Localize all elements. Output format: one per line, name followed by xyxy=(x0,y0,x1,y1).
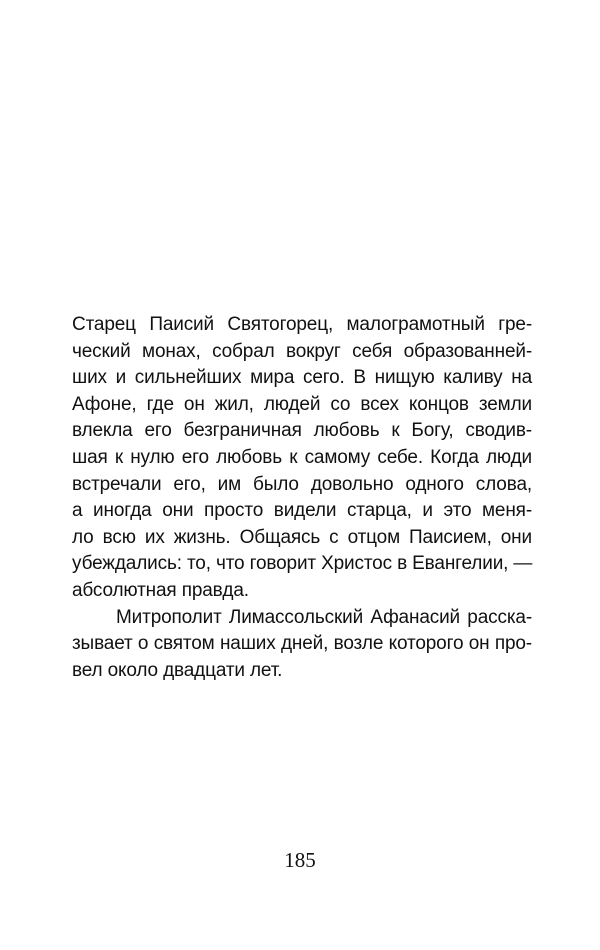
text-line: ло всю их жизнь. Общаясь с отцом Паисием, они xyxy=(72,526,532,548)
text-line: а иногда они просто видели старца, и это меня- xyxy=(72,500,532,522)
text-line: встречали его, им было довольно одного слова, xyxy=(72,473,532,495)
text-line: шая к нулю его любовь к самому себе. Когда люди xyxy=(72,446,532,468)
text-line: вел около двадцати лет. xyxy=(72,659,283,681)
text-line: зывает о святом наших дней, возле которого он про- xyxy=(72,633,532,655)
body-text xyxy=(72,312,532,684)
text-line: Афоне, где он жил, людей со всех концов земли xyxy=(72,393,532,415)
paragraph-2 xyxy=(72,605,532,685)
paragraph-1 xyxy=(72,312,532,605)
text-line: Митрополит Лимассольский Афанасий расска- xyxy=(116,606,532,628)
text-line: ческий монах, собрал вокруг себя образованней- xyxy=(72,340,532,362)
text-line: влекла его безграничная любовь к Богу, сводив- xyxy=(72,420,532,442)
page-number: 185 xyxy=(284,848,316,872)
text-line: ших и сильнейших мира сего. В нищую каливу на xyxy=(72,367,532,389)
text-line: абсолютная правда. xyxy=(72,579,249,601)
text-line: убеждались: то, что говорит Христос в Евангелии, — xyxy=(72,553,533,575)
text-line: Старец Паисий Святогорец, малограмотный гре- xyxy=(72,314,532,335)
